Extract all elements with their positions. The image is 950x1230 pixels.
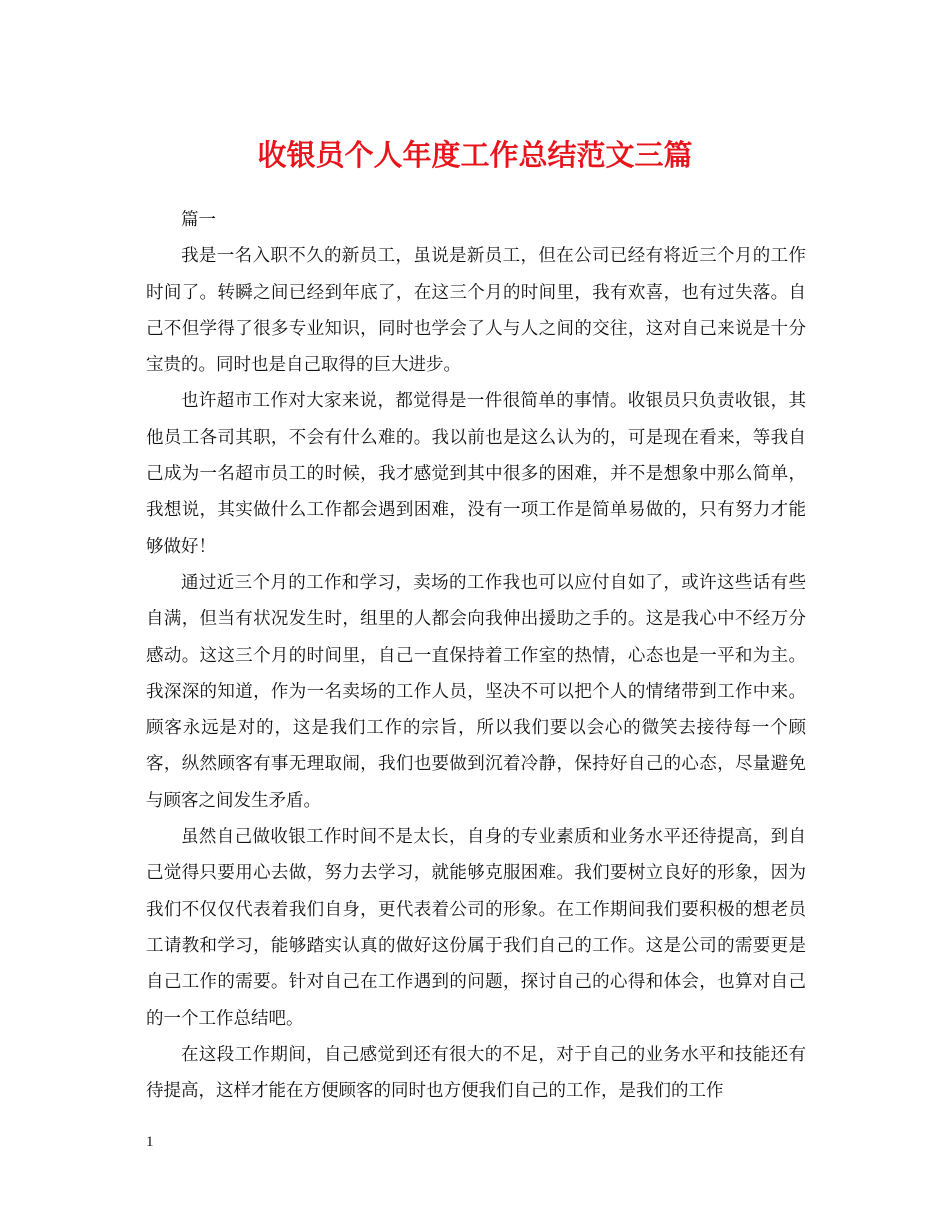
- document-body: [146, 202, 806, 1109]
- paragraph-5: 在这段工作期间，自己感觉到还有很大的不足，对于自己的业务水平和技能还有待提高，这样才能在方便顾客的同时也方便我们自己的工作，是我们的工作: [146, 1044, 806, 1102]
- section-heading: 篇一: [181, 210, 216, 230]
- paragraph-4: 虽然自己做收银工作时间不是太长，自身的专业素质和业务水平还待提高，到自己觉得只要用心去做，努力去学习，就能够克服困难。我们要树立良好的形象，因为我们不仅仅代表着我们自身，更代表着公司的形象。在工作期间我们要积极的想老员工请教和学习，能够踏实认真的做好这份属于我们自己的工作。这是公司的需要更是自己工作的需要。针对自己在工作遇到的问题，探讨自己的心得和体会，也算对自己的一个工作总结吧。: [146, 827, 806, 1029]
- document-title: 收银员个人年度工作总结范文三篇: [257, 138, 693, 172]
- paragraph-1: 我是一名入职不久的新员工，虽说是新员工，但在公司已经有将近三个月的工作时间了。转瞬之间已经到年底了，在这三个月的时间里，我有欢喜，也有过失落。自己不但学得了很多专业知识，同时也学会了人与人之间的交往，这对自己来说是十分宝贵的。同时也是自己取得的巨大进步。: [146, 246, 806, 376]
- page-number: 1: [146, 1134, 154, 1150]
- paragraph-2: 也许超市工作对大家来说，都觉得是一件很简单的事情。收银员只负责收银，其他员工各司其职，不会有什么难的。我以前也是这么认为的，可是现在看来，等我自己成为一名超市员工的时候，我才感觉到其中很多的困难，并不是想象中那么简单，我想说，其实做什么工作都会遇到困难，没有一项工作是简单易做的，只有努力才能够做好！: [146, 391, 806, 557]
- paragraph-3: 通过近三个月的工作和学习，卖场的工作我也可以应付自如了，或许这些话有些自满，但当有状况发生时，组里的人都会向我伸出援助之手的。这是我心中不经万分感动。这这三个月的时间里，自己一直保持着工作室的热情，心态也是一平和为主。我深深的知道，作为一名卖场的工作人员，坚决不可以把个人的情绪带到工作中来。顾客永远是对的，这是我们工作的宗旨，所以我们要以会心的微笑去接待每一个顾客，纵然顾客有事无理取闹，我们也要做到沉着冷静，保持好自己的心态，尽量避免与顾客之间发生矛盾。: [146, 572, 806, 811]
